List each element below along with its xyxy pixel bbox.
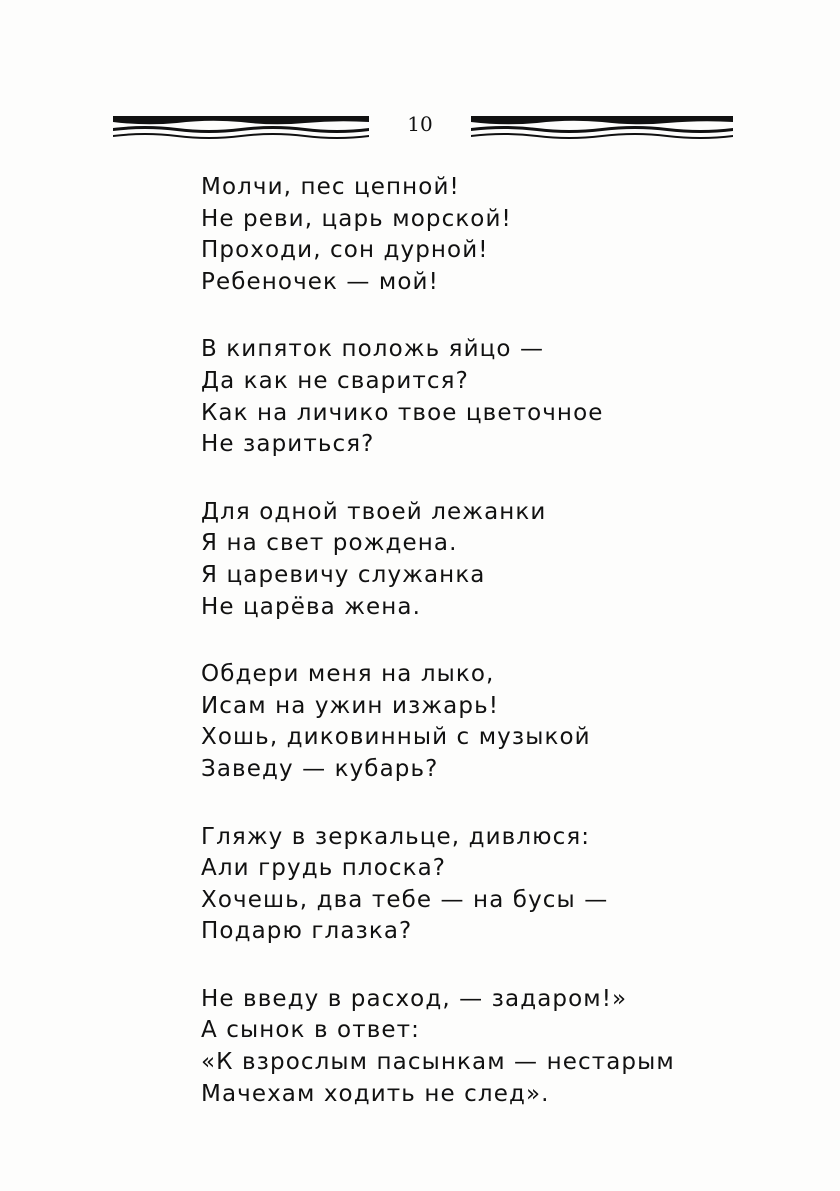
poem-line: Для одной твоей лежанки xyxy=(201,498,547,525)
poem-line: Гляжу в зеркальце, дивлюся: xyxy=(201,823,591,850)
poem-line: Подарю глазка? xyxy=(201,918,413,945)
poem-line: Мачехам ходить не след». xyxy=(201,1080,550,1107)
poem-line: Не зариться? xyxy=(201,431,375,458)
poem-line: Молчи, пес цепной! xyxy=(201,174,460,200)
stanza xyxy=(201,822,801,948)
poem-line: Я царевичу служанка xyxy=(201,561,486,588)
wave-ornament-left xyxy=(113,110,369,140)
stanza xyxy=(201,497,801,623)
stanza xyxy=(201,334,801,460)
poem-line: Обдери меня на лыко, xyxy=(201,661,495,688)
poem-line: Проходи, сон дурной! xyxy=(201,237,489,264)
stanza xyxy=(201,659,801,785)
page-number: 10 xyxy=(407,112,433,136)
poem-text xyxy=(201,172,801,1146)
poem-line: Исам на ужин изжарь! xyxy=(201,692,500,719)
page-header xyxy=(113,108,733,140)
poem-line: Не реви, царь морской! xyxy=(201,205,512,232)
poem-line: Хошь, диковинный с музыкой xyxy=(201,724,591,751)
poem-line: А сынок в ответ: xyxy=(201,1017,420,1044)
poem-line: Я на свет рождена. xyxy=(201,530,458,557)
poem-line: Да как не сварится? xyxy=(201,367,469,394)
poem-line: Хочешь, два тебе — на бусы — xyxy=(201,886,609,913)
stanza xyxy=(201,984,801,1110)
poem-line: «К взрослым пасынкам — нестарым xyxy=(201,1049,675,1076)
wave-ornament-right xyxy=(471,110,733,140)
poem-line: Как на личико твое цветочное xyxy=(201,399,604,426)
poem-line: Ребеночек — мой! xyxy=(201,268,439,295)
poem-line: В кипяток положь яйцо — xyxy=(201,336,545,363)
poem-line: Али грудь плоска? xyxy=(201,855,447,882)
poem-line: Не введу в расход, — задаром!» xyxy=(201,985,628,1012)
poem-line: Заведу — кубарь? xyxy=(201,755,439,782)
poem-line: Не царёва жена. xyxy=(201,593,422,620)
stanza xyxy=(201,172,801,298)
